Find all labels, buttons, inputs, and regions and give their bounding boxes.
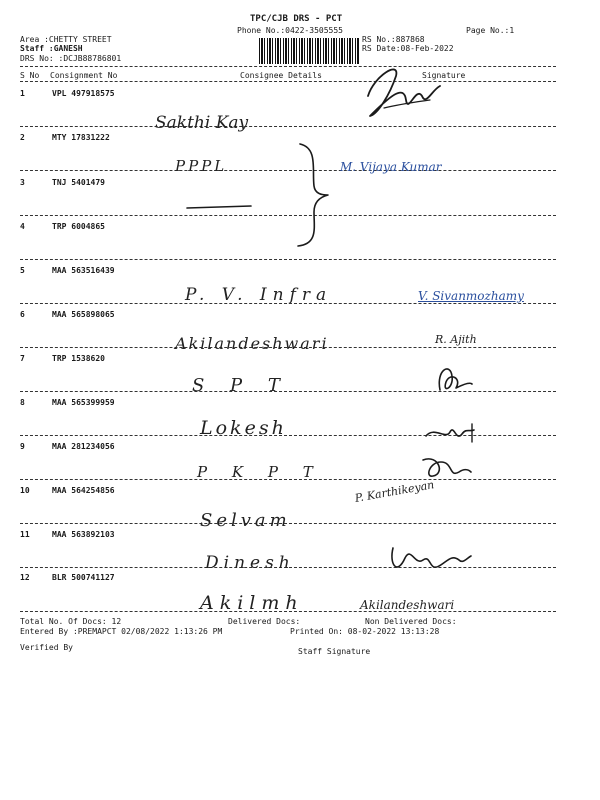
signature-name: M. Vijaya Kumar [340, 160, 442, 174]
drs-number: DRS No: :DCJB88786801 [20, 54, 122, 63]
handwritten-consignee: P K P T [197, 463, 323, 481]
row-sno: 11 [20, 530, 30, 539]
signature-scribble [415, 450, 475, 486]
rs-date: RS Date:08-Feb-2022 [362, 44, 454, 53]
row-divider [20, 259, 556, 260]
row-consignment: BLR 500741127 [52, 573, 115, 582]
rs-number: RS No.:887868 [362, 35, 425, 44]
divider [20, 81, 556, 82]
row-divider [20, 215, 556, 216]
row-sno: 6 [20, 310, 25, 319]
row-consignment: TNJ 5401479 [52, 178, 105, 187]
signature-scribble [360, 56, 450, 126]
row-consignment: MAA 281234056 [52, 442, 115, 451]
row-sno: 5 [20, 266, 25, 275]
non-delivered-docs: Non Delivered Docs: [365, 617, 457, 626]
handwritten-consignee: Selvam [200, 510, 291, 531]
col-consignee: Consignee Details [240, 71, 322, 80]
handwritten-consignee: Akilandeshwari [175, 334, 329, 353]
document-title: TPC/CJB DRS - PCT [250, 14, 343, 24]
brace-mark [292, 140, 332, 250]
signature-scribble [385, 540, 475, 580]
row-consignment: MAA 563892103 [52, 530, 115, 539]
row-sno: 10 [20, 486, 30, 495]
handwritten-consignee: Sakthi Kay [155, 113, 249, 133]
row-sno: 7 [20, 354, 25, 363]
row-sno: 12 [20, 573, 30, 582]
staff-label: Staff :GANESH [20, 44, 83, 53]
page-number: Page No.:1 [466, 26, 515, 35]
col-signature: Signature [422, 71, 466, 80]
staff-signature: Staff Signature [298, 647, 371, 656]
row-consignment: MAA 564254856 [52, 486, 115, 495]
row-consignment: MTY 17831222 [52, 133, 110, 142]
row-consignment: MAA 563516439 [52, 266, 115, 275]
row-divider [20, 170, 556, 171]
phone-number: Phone No.:0422-3505555 [237, 26, 343, 35]
row-sno: 4 [20, 222, 25, 231]
area-label: Area :CHETTY STREET [20, 35, 112, 44]
row-sno: 1 [20, 89, 25, 98]
handwritten-consignee: Akilmh [200, 592, 304, 614]
row-consignment: MAA 565898065 [52, 310, 115, 319]
row-consignment: VPL 497918575 [52, 89, 115, 98]
col-sno: S No [20, 71, 40, 80]
row-consignment: TRP 1538620 [52, 354, 105, 363]
col-consignment: Consignment No [50, 71, 118, 80]
total-docs: Total No. Of Docs: 12 [20, 617, 122, 626]
handwritten-consignee: Dinesh [205, 553, 295, 573]
signature-scribble [420, 418, 480, 448]
signature-scribble [430, 360, 475, 400]
divider [20, 66, 556, 67]
row-divider [20, 126, 556, 127]
handwritten-consignee: PPPL [175, 157, 228, 175]
handwritten-dash [185, 196, 255, 216]
row-consignment: MAA 565399959 [52, 398, 115, 407]
delivered-docs: Delivered Docs: [228, 617, 301, 626]
signature-name: V. Sivanmozhamy [418, 289, 524, 303]
row-sno: 2 [20, 133, 25, 142]
row-sno: 9 [20, 442, 25, 451]
printed-on: Printed On: 08-02-2022 13:13:28 [290, 627, 440, 636]
barcode [259, 38, 359, 64]
handwritten-consignee: P. V. Infra [185, 285, 333, 305]
row-sno: 3 [20, 178, 25, 187]
signature-name: P. Karthikeyan [353, 478, 436, 505]
entered-by: Entered By :PREMAPCT 02/08/2022 1:13:26 PM [20, 627, 223, 636]
verified-by: Verified By [20, 643, 73, 652]
handwritten-consignee: S P T [192, 375, 290, 396]
handwritten-consignee: Lokesh [200, 417, 287, 439]
row-sno: 8 [20, 398, 25, 407]
row-consignment: TRP 6004865 [52, 222, 105, 231]
signature-name: R. Ajith [435, 333, 477, 346]
signature-name: Akilandeshwari [360, 598, 455, 612]
